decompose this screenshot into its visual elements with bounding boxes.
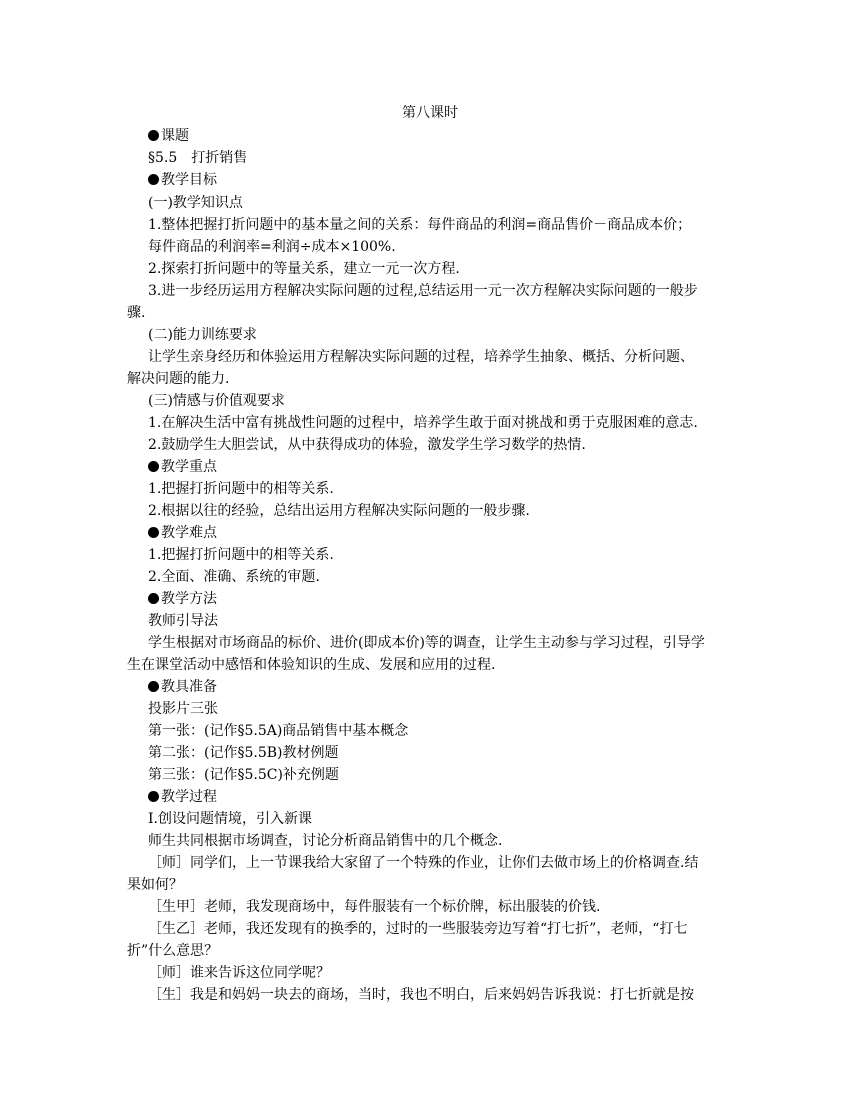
emotion-heading: (三)情感与价值观要求 xyxy=(148,393,285,409)
slide-3: 第三张：(记作§5.5C)补充例题 xyxy=(148,767,339,783)
topic-text: §5.5 打折销售 xyxy=(148,150,248,166)
emotion-point-2: 2.鼓励学生大胆尝试，从中获得成功的体验，激发学生学习数学的热情. xyxy=(148,437,586,453)
knowledge-point-2: 2.探索打折问题中的等量关系，建立一元一次方程. xyxy=(148,261,460,277)
dialogue-student-c: ［生］我是和妈妈一块去的商场，当时，我也不明白，后来妈妈告诉我说：打七折就是按 xyxy=(148,987,694,1003)
method-text: 教师引导法 xyxy=(148,613,218,629)
slide-2: 第二张：(记作§5.5B)教材例题 xyxy=(148,745,339,761)
dialogue-teacher-1-cont: 果如何？ xyxy=(127,877,183,893)
process-step-1: Ⅰ.创设问题情境，引入新课 xyxy=(148,811,312,827)
topic-heading: 课题 xyxy=(148,127,189,145)
emotion-point-1: 1.在解决生活中富有挑战性问题的过程中，培养学生敢于面对挑战和勇于克服困难的意志. xyxy=(148,415,698,431)
dialogue-student-b-cont: 折”什么意思？ xyxy=(127,943,219,959)
dialogue-teacher-1: ［师］同学们，上一节课我给大家留了一个特殊的作业，让你们去做市场上的价格调查.结 xyxy=(148,855,699,871)
bullet-icon xyxy=(148,174,159,185)
knowledge-point-1-cont: 每件商品的利润率=利润÷成本×100%. xyxy=(148,239,396,255)
ability-heading: (二)能力训练要求 xyxy=(148,327,257,343)
slide-1: 第一张：(记作§5.5A)商品销售中基本概念 xyxy=(148,723,409,739)
page-title: 第八课时 xyxy=(402,105,458,121)
ability-text: 让学生亲身经历和体验运用方程解决实际问题的过程，培养学生抽象、概括、分析问题、 xyxy=(148,349,694,365)
difficulty-heading: 教学难点 xyxy=(148,524,217,542)
method-description: 学生根据对市场商品的标价、进价(即成本价)等的调查，让学生主动参与学习过程，引导学 xyxy=(148,635,705,651)
method-heading: 教学方法 xyxy=(148,590,217,608)
ability-text-cont: 解决问题的能力. xyxy=(127,371,230,387)
bullet-icon xyxy=(148,791,159,802)
tools-heading: 教具准备 xyxy=(148,678,217,696)
knowledge-point-3-cont: 骤. xyxy=(127,305,146,321)
difficulty-point-1: 1.把握打折问题中的相等关系. xyxy=(148,547,334,563)
knowledge-point-3: 3.进一步经历运用方程解决实际问题的过程,总结运用一元一次方程解决实际问题的一般步 xyxy=(148,283,698,299)
dialogue-student-b: ［生乙］老师，我还发现有的换季的，过时的一些服装旁边写着“打七折”，老师，“打七 xyxy=(148,921,688,937)
dialogue-student-a: ［生甲］老师，我发现商场中，每件服装有一个标价牌，标出服装的价钱. xyxy=(148,899,601,915)
difficulty-point-2: 2.全面、准确、系统的审题. xyxy=(148,569,320,585)
method-description-cont: 生在课堂活动中感悟和体验知识的生成、发展和应用的过程. xyxy=(127,657,496,673)
bullet-icon xyxy=(148,593,159,604)
bullet-icon xyxy=(148,681,159,692)
bullet-icon xyxy=(148,130,159,141)
focus-point-1: 1.把握打折问题中的相等关系. xyxy=(148,481,334,497)
knowledge-heading: (一)教学知识点 xyxy=(148,195,243,211)
tools-text: 投影片三张 xyxy=(148,701,218,717)
objectives-heading: 教学目标 xyxy=(148,171,217,189)
focus-point-2: 2.根据以往的经验，总结出运用方程解决实际问题的一般步骤. xyxy=(148,503,530,519)
process-step-1-desc: 师生共同根据市场调查，讨论分析商品销售中的几个概念. xyxy=(148,833,503,849)
process-heading: 教学过程 xyxy=(148,788,217,806)
dialogue-teacher-2: ［师］谁来告诉这位同学呢？ xyxy=(148,965,330,981)
bullet-icon xyxy=(148,461,159,472)
knowledge-point-1: 1.整体把握打折问题中的基本量之间的关系：每件商品的利润=商品售价－商品成本价； xyxy=(148,217,692,233)
focus-heading: 教学重点 xyxy=(148,458,217,476)
bullet-icon xyxy=(148,527,159,538)
